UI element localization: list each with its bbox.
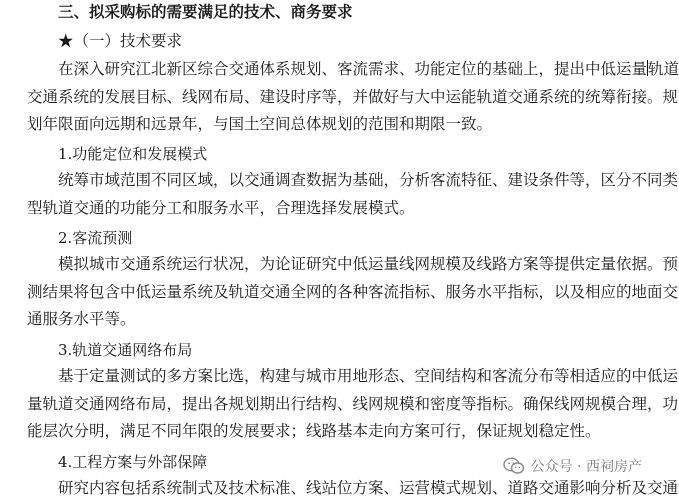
item-2-line-2: 测结果将包含中低运量系统及轨道交通全网的各种客流指标、服务水平指标，以及相应的地面交 <box>27 283 679 301</box>
intro-line-1-part-b: 轨道 <box>648 60 679 78</box>
intro-line-3: 划年限面向远期和远景年，与国土空间总体规划的范围和期限一致。 <box>27 115 493 133</box>
intro-line-2: 交通系统的发展目标、线网布局、建设时序等，并做好与大中运能轨道交通系统的统筹衔接。规 <box>27 88 679 106</box>
watermark-text: 公众号 · 西祠房产 <box>530 459 642 475</box>
item-2-line-3: 通服务水平等。 <box>27 310 136 328</box>
item-4-line-1: 研究内容包括系统制式及技术标准、线站位方案、运营模式规划、道路交通影响分析及交通 <box>58 479 679 497</box>
item-3-line-3: 能层次分明，满足不同年限的发展要求；线路基本走向方案可行，保证规划稳定性。 <box>27 422 601 440</box>
intro-line-1 <box>58 59 679 79</box>
item-4-heading: 4.工程方案与外部保障 <box>58 453 208 471</box>
wechat-watermark <box>499 454 646 478</box>
item-3-heading: 3.轨道交通网络布局 <box>58 341 193 359</box>
item-2-line-1: 模拟城市交通系统运行状况，为论证研究中低运量线网规模及线路方案等提供定量依据。预 <box>58 255 679 273</box>
subsection-title: ★（一）技术要求 <box>58 32 183 50</box>
item-2-heading: 2.客流预测 <box>58 229 133 247</box>
item-1-line-1: 统筹市域范围不同区域，以交通调查数据为基础，分析客流特征、建设条件等，区分不同类 <box>58 171 679 189</box>
wechat-icon <box>503 457 525 475</box>
item-1-line-2: 型轨道交通的功能分工和服务水平，合理选择发展模式。 <box>27 199 415 217</box>
item-3-line-1: 基于定量测试的多方案比选，构建与城市用地形态、空间结构和客流分布等相适应的中低运 <box>58 367 679 385</box>
intro-line-1-part-a: 在深入研究江北新区综合交通体系规划、客流需求、功能定位的基础上，提出中低运量 <box>58 60 648 78</box>
item-3-line-2: 量轨道交通网络布局，提出各规划期出行结构、线网规模和密度等指标。确保线网规模合理，功 <box>27 395 679 413</box>
section-title: 三、拟采购标的需要满足的技术、商务要求 <box>58 2 353 21</box>
item-1-heading: 1.功能定位和发展模式 <box>58 145 208 163</box>
